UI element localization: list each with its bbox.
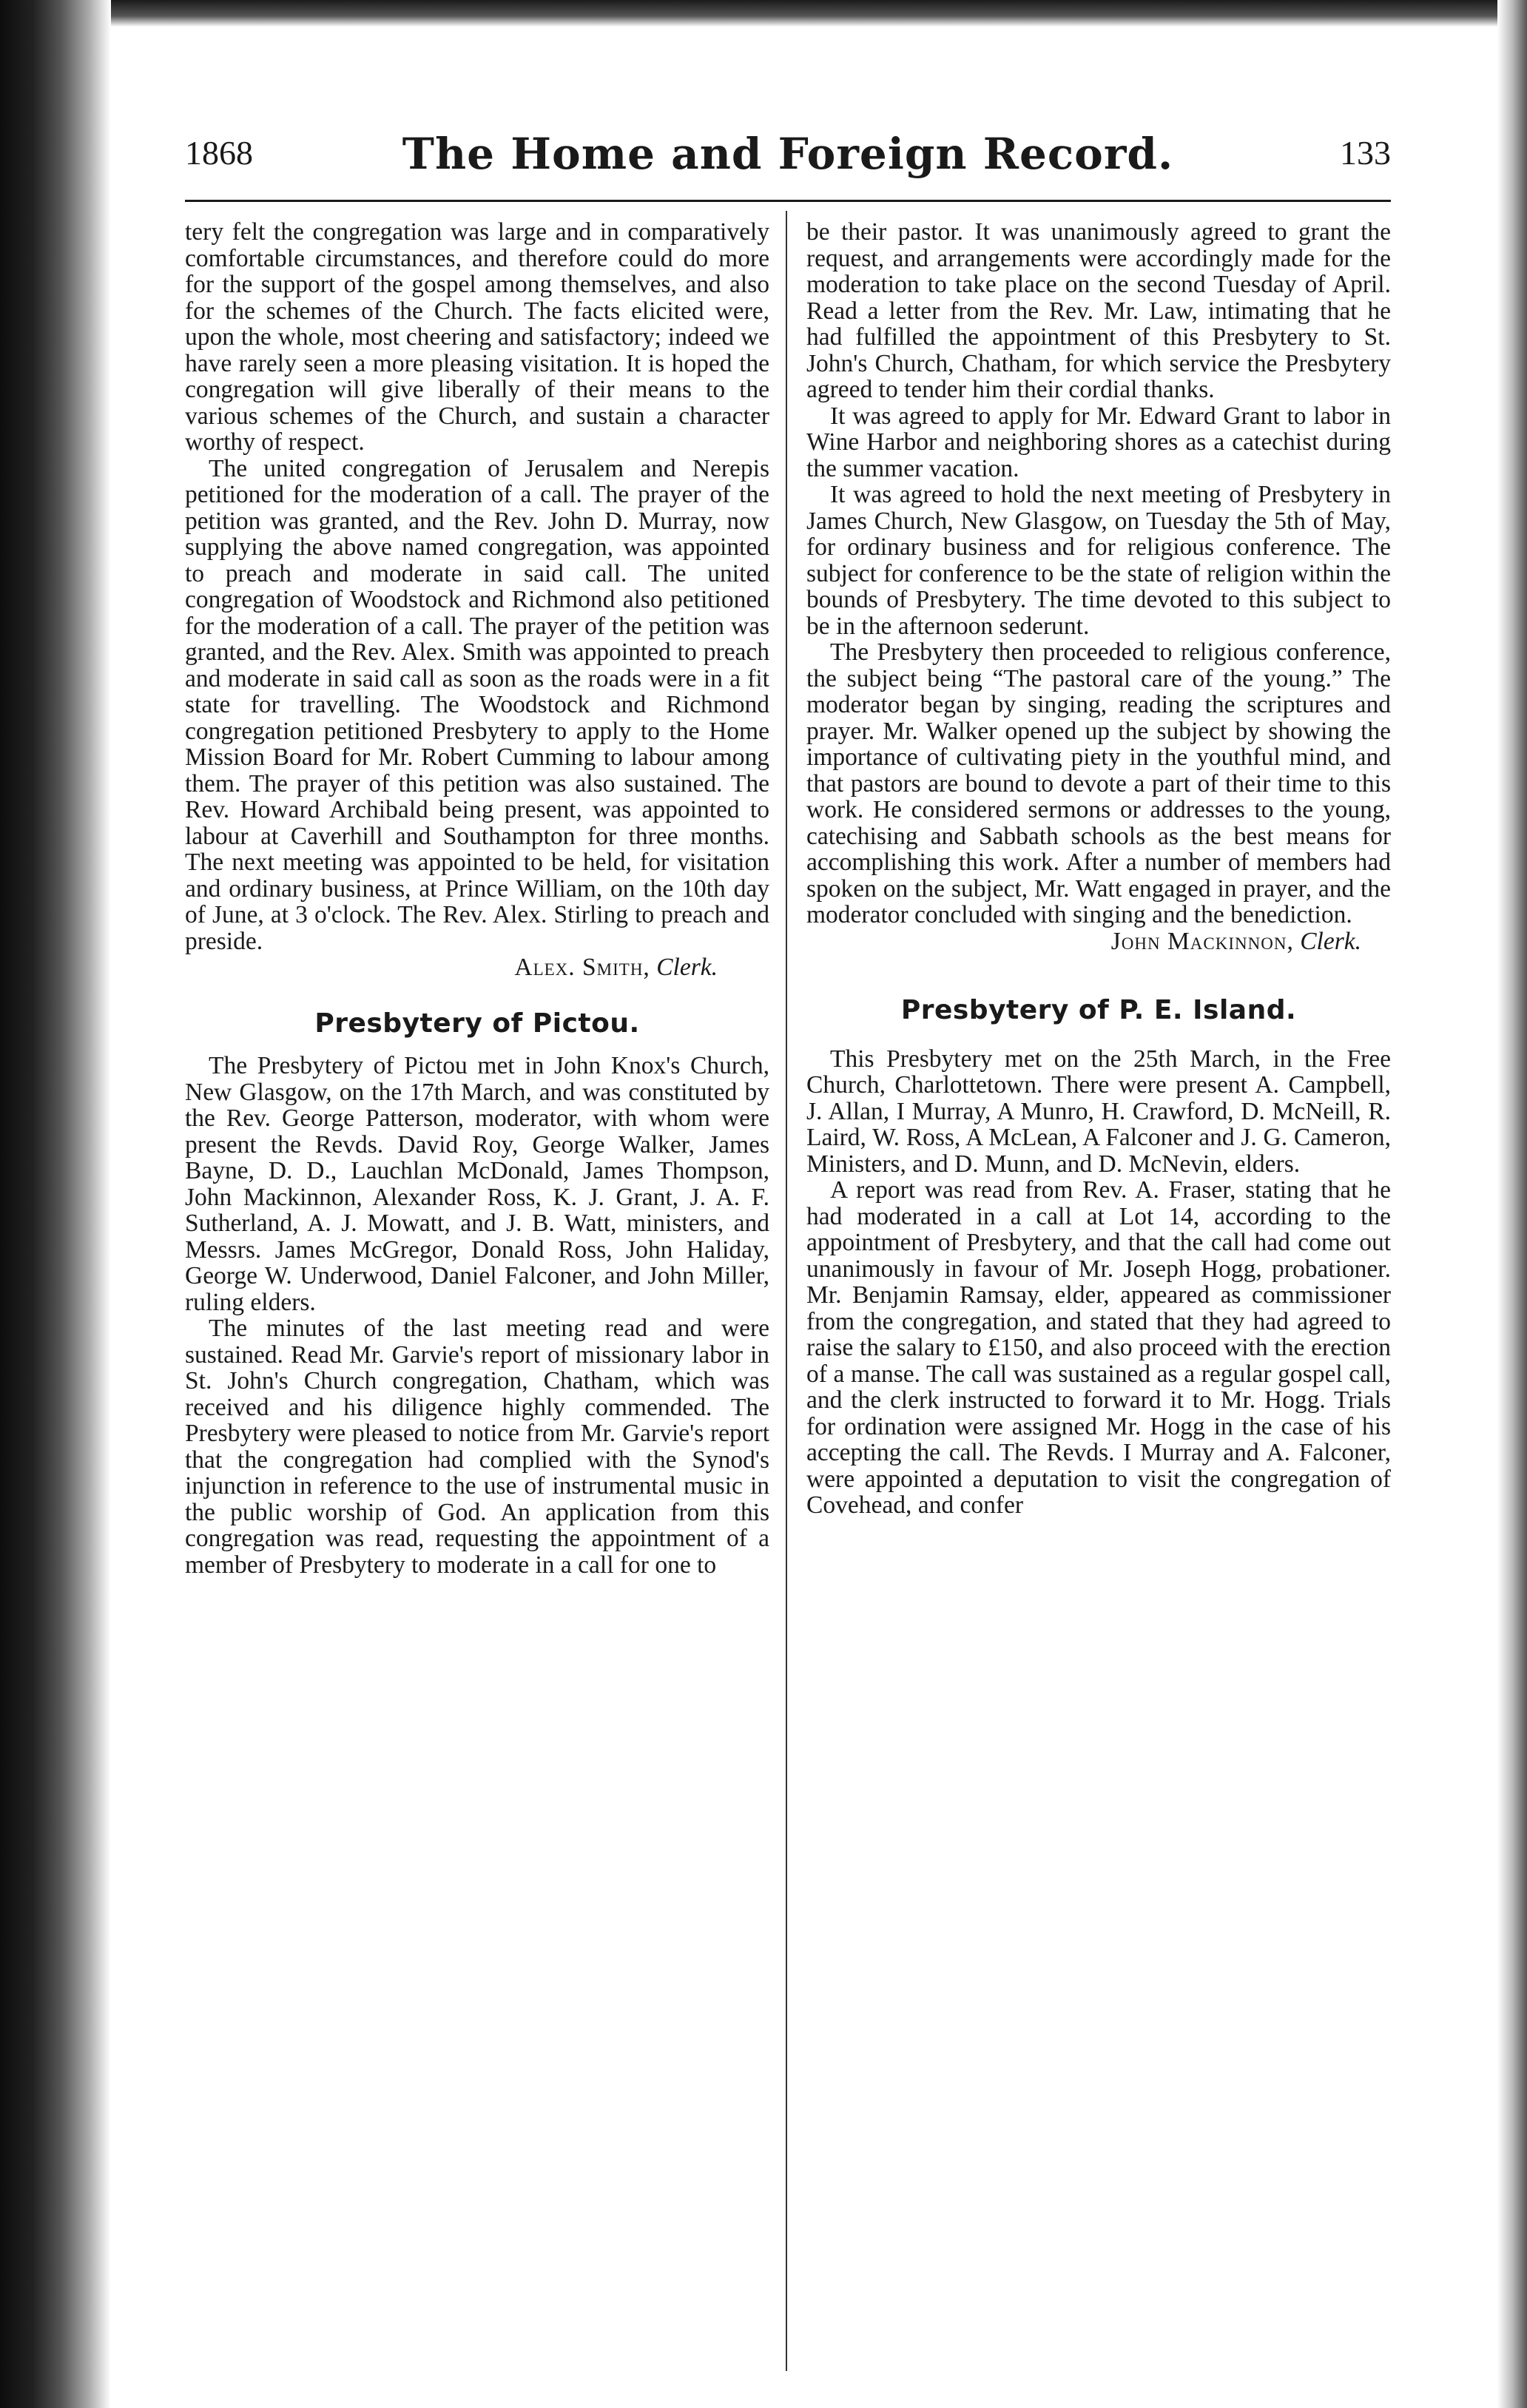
- signature-name: John Mackinnon,: [1110, 927, 1294, 955]
- signature-name: Alex. Smith,: [514, 954, 650, 981]
- paragraph: A report was read from Rev. A. Fraser, stating that he had moderated in a call at Lot 14, according to the appointment of Presbytery, and that the call had come out unanimously in favour of Mr. Joseph Hogg, probationer. Mr. Benjamin Ramsay, elder, appeared as commissioner from the congregation, and stated that they had agreed to raise the salary to £150, and also proceed with the erection of a manse. The call was sustained as a regular gospel call, and the clerk instructed to forward it to Mr. Hogg. Trials for ordination were assigned Mr. Hogg in the case of his accepting the call. The Revds. I Murray and A. Falconer, were appointed a deputation to visit the congregation of Covehead, and confer: [806, 1176, 1391, 1519]
- header-rule: [185, 200, 1391, 202]
- document-page: [170, 0, 1398, 2408]
- signature-role: Clerk.: [656, 954, 718, 981]
- section-heading: Presbytery of Pictou.: [314, 1008, 640, 1039]
- signature: [185, 954, 769, 981]
- header-year: 1868: [185, 134, 253, 172]
- paragraph: tery felt the congregation was large and in comparatively comfortable circumstances, and therefore could do more for the support of the gospel among themselves, and also for the schemes of the Church. The facts elicited were, upon the whole, most cheering and satisfactory; indeed we have rarely seen a more pleasing visitation. It is hoped the congregation will give liberally of their means to the various schemes of the Church, and sustain a character worthy of respect.: [185, 218, 769, 456]
- column-divider: [786, 211, 787, 2371]
- paragraph: This Presbytery met on the 25th March, in the Free Church, Charlottetown. There were present A. Campbell, J. Allan, I Murray, A Munro, H. Crawford, D. McNeill, R. Laird, W. Ross, A McLean, A Falconer and J. G. Cameron, Ministers, and D. Munn, and D. McNevin, elders.: [806, 1045, 1391, 1178]
- right-column: [806, 219, 1391, 1519]
- paragraph: It was agreed to apply for Mr. Edward Grant to labor in Wine Harbor and neighboring shores as a catechist during the summer vacation.: [806, 402, 1391, 482]
- left-column: [185, 219, 769, 1578]
- paragraph: The Presbytery then proceeded to religious conference, the subject being “The pastoral care of the young.” The moderator began by singing, reading the scriptures and prayer. Mr. Walker opened up the subject by showing the importance of cultivating piety in the youthful mind, and that pastors are bound to devote a part of their time to this work. He considered sermons or addresses to the young, catechising and Sabbath schools as the best means for accomplishing this work. After a number of members had spoken on the subject, Mr. Watt engaged in prayer, and the moderator concluded with singing and the benediction.: [806, 638, 1391, 928]
- paragraph: The Presbytery of Pictou met in John Knox's Church, New Glasgow, on the 17th March, and was constituted by the Rev. George Patterson, moderator, with whom were present the Revds. David Roy, George Walker, James Bayne, D. D., Lauchlan McDonald, James Thompson, John Mackinnon, Alexander Ross, K. J. Grant, J. A. F. Sutherland, A. J. Mowatt, and J. B. Watt, ministers, and Messrs. James McGregor, Donald Ross, John Haliday, George W. Underwood, Daniel Falconer, and John Miller, ruling elders.: [185, 1052, 769, 1316]
- paragraph: The united congregation of Jerusalem and Nerepis petitioned for the moderation of a call. The prayer of the petition was granted, and the Rev. John D. Murray, now supplying the above named congregation, was appointed to preach and moderate in said call. The united congregation of Woodstock and Richmond also petitioned for the moderation of a call. The prayer of the petition was granted, and the Rev. Alex. Smith was appointed to preach and moderate in said call as soon as the roads were in a fit state for travelling. The Woodstock and Richmond congregation petitioned Presbytery to apply to the Home Mission Board for Mr. Robert Cumming to labour among them. The prayer of this petition was also sustained. The Rev. Howard Archibald being present, was appointed to labour at Caverhill and Southampton for three months. The next meeting was appointed to be held, for visitation and ordinary business, at Prince William, on the 10th day of June, at 3 o'clock. The Rev. Alex. Stirling to preach and preside.: [185, 454, 769, 955]
- page-number: 133: [1340, 134, 1391, 172]
- paragraph: It was agreed to hold the next meeting of Presbytery in James Church, New Glasgow, on Tuesday the 5th of May, for ordinary business and for religious conference. The subject for conference to be the state of religion within the bounds of Presbytery. The time devoted to this subject to be in the afternoon sederunt.: [806, 481, 1391, 640]
- signature-role: Clerk.: [1300, 927, 1361, 955]
- book-spine-shadow: [0, 0, 111, 2408]
- paragraph: be their pastor. It was unanimously agreed to grant the request, and arrangements were accordingly made for the moderation to take place on the second Tuesday of April. Read a letter from the Rev. Mr. Law, intimating that he had fulfilled the appointment of this Presbytery to St. John's Church, Chatham, for which service the Presbytery agreed to tender him their cordial thanks.: [806, 218, 1391, 403]
- section-heading: Presbytery of P. E. Island.: [900, 995, 1297, 1025]
- scan-right-edge: [1497, 0, 1527, 2408]
- running-header: [185, 129, 1391, 200]
- publication-title: The Home and Foreign Record.: [402, 129, 1174, 179]
- signature: [806, 928, 1391, 955]
- paragraph: The minutes of the last meeting read and were sustained. Read Mr. Garvie's report of missionary labor in St. John's Church congregation, Chatham, which was received and his diligence highly commended. The Presbytery were pleased to notice from Mr. Garvie's report that the congregation had complied with the Synod's injunction in reference to the use of instrumental music in the public worship of God. An application from this congregation was read, requesting the appointment of a member of Presbytery to moderate in a call for one to: [185, 1315, 769, 1579]
